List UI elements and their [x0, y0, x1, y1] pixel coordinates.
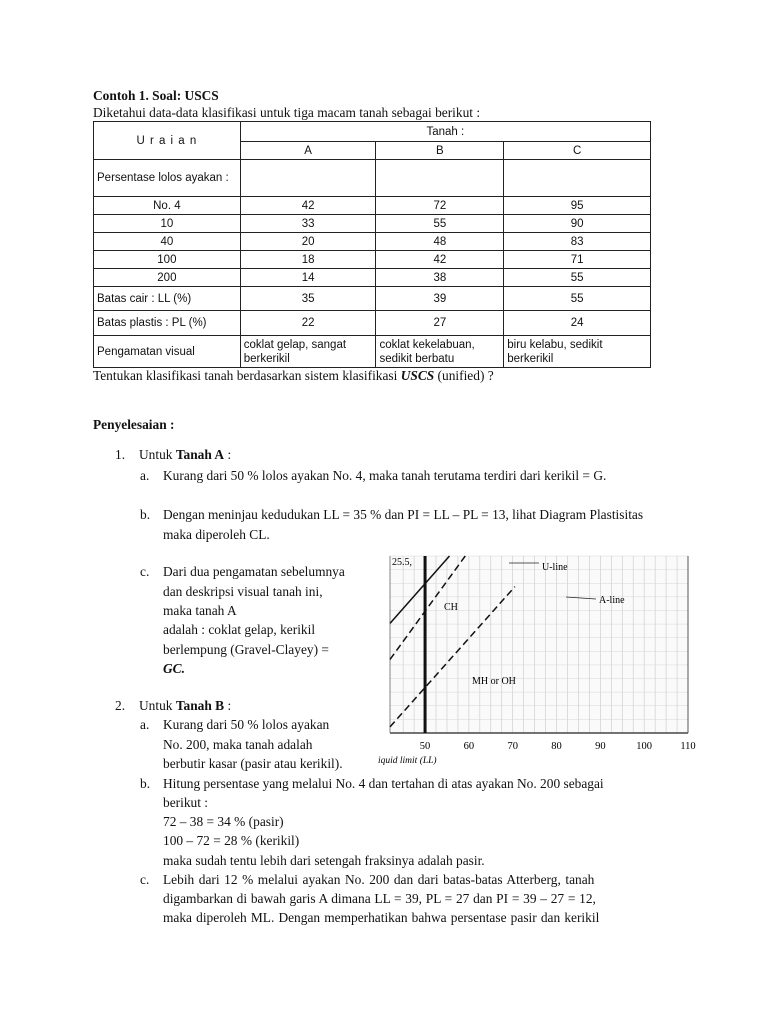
item2b-line: maka sudah tentu lebih dari setengah fraksinya adalah pasir. [163, 853, 485, 868]
item2c-line: Lebih dari 12 % melalui ayakan No. 200 dan dari batas-batas Atterberg, tanah [163, 872, 595, 887]
item2-number: 2. [115, 698, 126, 713]
item2c-marker: c. [140, 872, 150, 887]
region-label-ch: CH [444, 602, 458, 613]
heading: Contoh 1. Soal: USCS [93, 88, 219, 103]
table-row-pl: Batas plastis : PL (%) 22 27 24 [94, 311, 651, 336]
item2b-marker: b. [140, 776, 151, 791]
header-tanah: Tanah : [240, 122, 650, 142]
classification-table [93, 121, 651, 368]
x-tick-label: 70 [507, 741, 518, 752]
question-text: Tentukan klasifikasi tanah berdasarkan sistem klasifikasi USCS (unified) ? [93, 368, 494, 383]
header-col-c: C [504, 142, 651, 160]
item2a-line: berbutir kasar (pasir atau kerikil). [163, 756, 343, 771]
header-col-b: B [376, 142, 504, 160]
x-tick-label: 90 [595, 741, 606, 752]
x-tick-label: 110 [680, 741, 696, 752]
x-tick-label: 80 [551, 741, 562, 752]
item2c-line: digambarkan di bawah garis A dimana LL = 39, PL = 27 dan PI = 39 – 27 = 12, [163, 891, 596, 906]
item2-heading: Untuk Tanah B : [139, 698, 232, 713]
x-tick-label: 60 [463, 741, 475, 752]
item1c-line: Dari dua pengamatan sebelumnya [163, 564, 345, 579]
table-row: 200 14 38 55 [94, 269, 651, 287]
item2b-line: Hitung persentase yang melalui No. 4 dan tertahan di atas ayakan No. 200 sebagai [163, 776, 604, 791]
item1a-text: Kurang dari 50 % lolos ayakan No. 4, maka tanah terutama terdiri dari kerikil = G. [163, 468, 607, 483]
item2b-line: berikut : [163, 795, 208, 810]
item1-heading: Untuk Tanah A : [139, 447, 232, 462]
intro-text: Diketahui data-data klasifikasi untuk tiga macam tanah sebagai berikut : [93, 105, 481, 120]
item1b-text: Dengan meninjau kedudukan LL = 35 % dan PI = LL – PL = 13, lihat Diagram Plastisitas maka diperoleh CL. [163, 507, 644, 542]
x-tick-label: 100 [636, 741, 653, 752]
label-persentase: Persentase lolos ayakan : [94, 160, 241, 197]
item1c-result: GC. [163, 661, 185, 676]
item1c-line: maka tanah A [163, 603, 237, 618]
item1c-marker: c. [140, 564, 150, 579]
item2b-line: 72 – 38 = 34 % (pasir) [163, 814, 284, 829]
item2b-line: 100 – 72 = 28 % (kerikil) [163, 833, 300, 848]
item1c-line: berlempung (Gravel-Clayey) = [163, 642, 329, 657]
item1c-line: adalah : coklat gelap, kerikil [163, 622, 316, 637]
table-row-visual: Pengamatan visual coklat gelap, sangat berkerikil coklat kekelabuan, sedikit berbatu biru kelabu, sedikit berkerikil [94, 336, 651, 368]
plasticity-chart [378, 553, 700, 767]
chart-plot-bg [390, 556, 688, 733]
item1c-line: dan deskripsi visual tanah ini, [163, 584, 323, 599]
table-row: No. 4 42 72 95 [94, 197, 651, 215]
item2a-line: Kurang dari 50 % lolos ayakan [163, 717, 330, 732]
table-row-ll: Batas cair : LL (%) 35 39 55 [94, 287, 651, 311]
item1-number: 1. [115, 447, 126, 462]
table-row: 40 20 48 83 [94, 233, 651, 251]
header-col-a: A [240, 142, 376, 160]
chart-corner-label: 25.5, [392, 557, 412, 568]
item2a-line: No. 200, maka tanah adalah [163, 737, 313, 752]
solution-title: Penyelesaian : [93, 417, 175, 432]
item1a-marker: a. [140, 468, 150, 483]
table-row: 10 33 55 90 [94, 215, 651, 233]
item1b-marker: b. [140, 507, 151, 522]
u-line-label: U-line [542, 562, 568, 573]
item2c-line: maka diperoleh ML. Dengan memperhatikan bahwa persentase pasir dan kerikil [163, 910, 600, 925]
region-label-mh-oh: MH or OH [472, 676, 516, 687]
x-axis-label: iquid limit (LL) [378, 756, 437, 766]
item2a-marker: a. [140, 717, 150, 732]
a-line-label: A-line [599, 595, 625, 606]
x-tick-label: 50 [419, 741, 431, 752]
header-uraian: U r a i a n [94, 122, 241, 160]
table-row: 100 18 42 71 [94, 251, 651, 269]
